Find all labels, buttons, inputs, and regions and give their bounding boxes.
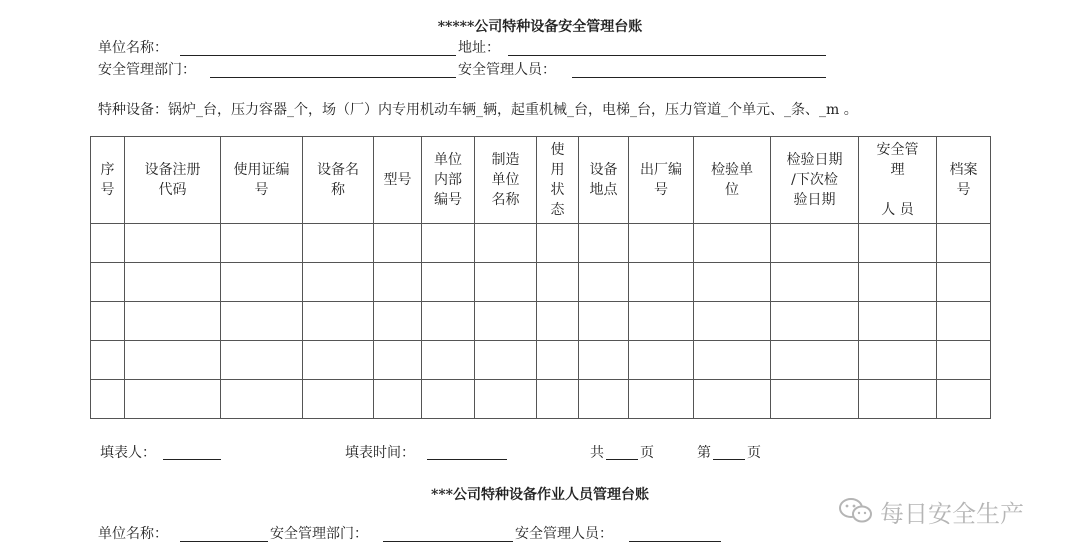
col-header-internal-no: 单位 内部 编号 [422,137,475,224]
col-header-use-cert-no: 使用证编 号 [221,137,303,224]
ledger2-unit-name-label: 单位名称： [98,526,168,542]
ledger2-dept-blank[interactable] [383,541,513,542]
table-row [91,341,991,380]
table-header-row [91,137,991,224]
table-row [91,263,991,302]
ledger-title: *****公司特种设备安全管理台账 [437,19,643,35]
col-header-serial: 序 号 [91,137,125,224]
col-header-model: 型号 [374,137,422,224]
unit-name-blank[interactable] [180,55,456,56]
equipment-ledger-table [90,136,991,419]
col-header-manufacturer: 制造 单位 名称 [475,137,537,224]
unit-name-label: 单位名称： [98,40,168,56]
col-header-registration-code: 设备注册 代码 [125,137,221,224]
ledger2-dept-label: 安全管理部门： [270,526,368,542]
col-header-safety-manager: 安全管 理 人 员 [859,137,937,224]
wechat-icon [838,496,874,526]
total-pages-prefix: 共 [590,445,604,461]
filler-blank[interactable] [163,459,221,460]
safety-dept-label: 安全管理部门： [98,62,196,78]
safety-person-label: 安全管理人员： [458,62,556,78]
fill-time-blank[interactable] [427,459,507,460]
safety-dept-blank[interactable] [210,77,456,78]
ledger2-title: ***公司特种设备作业人员管理台账 [431,487,649,503]
ledger2-unit-name-blank[interactable] [180,541,268,542]
col-header-location: 设备 地点 [579,137,629,224]
table-row [91,380,991,419]
address-label: 地址： [458,40,500,56]
col-header-use-status: 使 用 状 态 [537,137,579,224]
table-row [91,224,991,263]
fill-time-label: 填表时间： [345,445,415,461]
page-no-blank[interactable] [713,459,745,460]
address-blank[interactable] [508,55,826,56]
ledger2-safety-person-label: 安全管理人员： [515,526,613,542]
col-header-inspection-dates: 检验日期 /下次检 验日期 [771,137,859,224]
filler-label: 填表人： [100,445,156,461]
watermark-text: 每日安全生产 [880,500,1024,528]
page-no-suffix: 页 [747,445,761,461]
col-header-equipment-name: 设备名 称 [303,137,374,224]
total-pages-blank[interactable] [606,459,638,460]
ledger2-safety-person-blank[interactable] [629,541,721,542]
equipment-summary: 特种设备：锅炉_台，压力容器_个，场（厂）内专用机动车辆_辆，起重机械_台，电梯_台，压力管道_个单元、_条、_m 。 [98,102,858,118]
safety-person-blank[interactable] [572,77,826,78]
total-pages-suffix: 页 [640,445,654,461]
page-no-prefix: 第 [697,445,711,461]
col-header-archive-no: 档案 号 [937,137,991,224]
col-header-factory-no: 出厂编 号 [629,137,694,224]
col-header-inspection-unit: 检验单 位 [694,137,771,224]
table-row [91,302,991,341]
